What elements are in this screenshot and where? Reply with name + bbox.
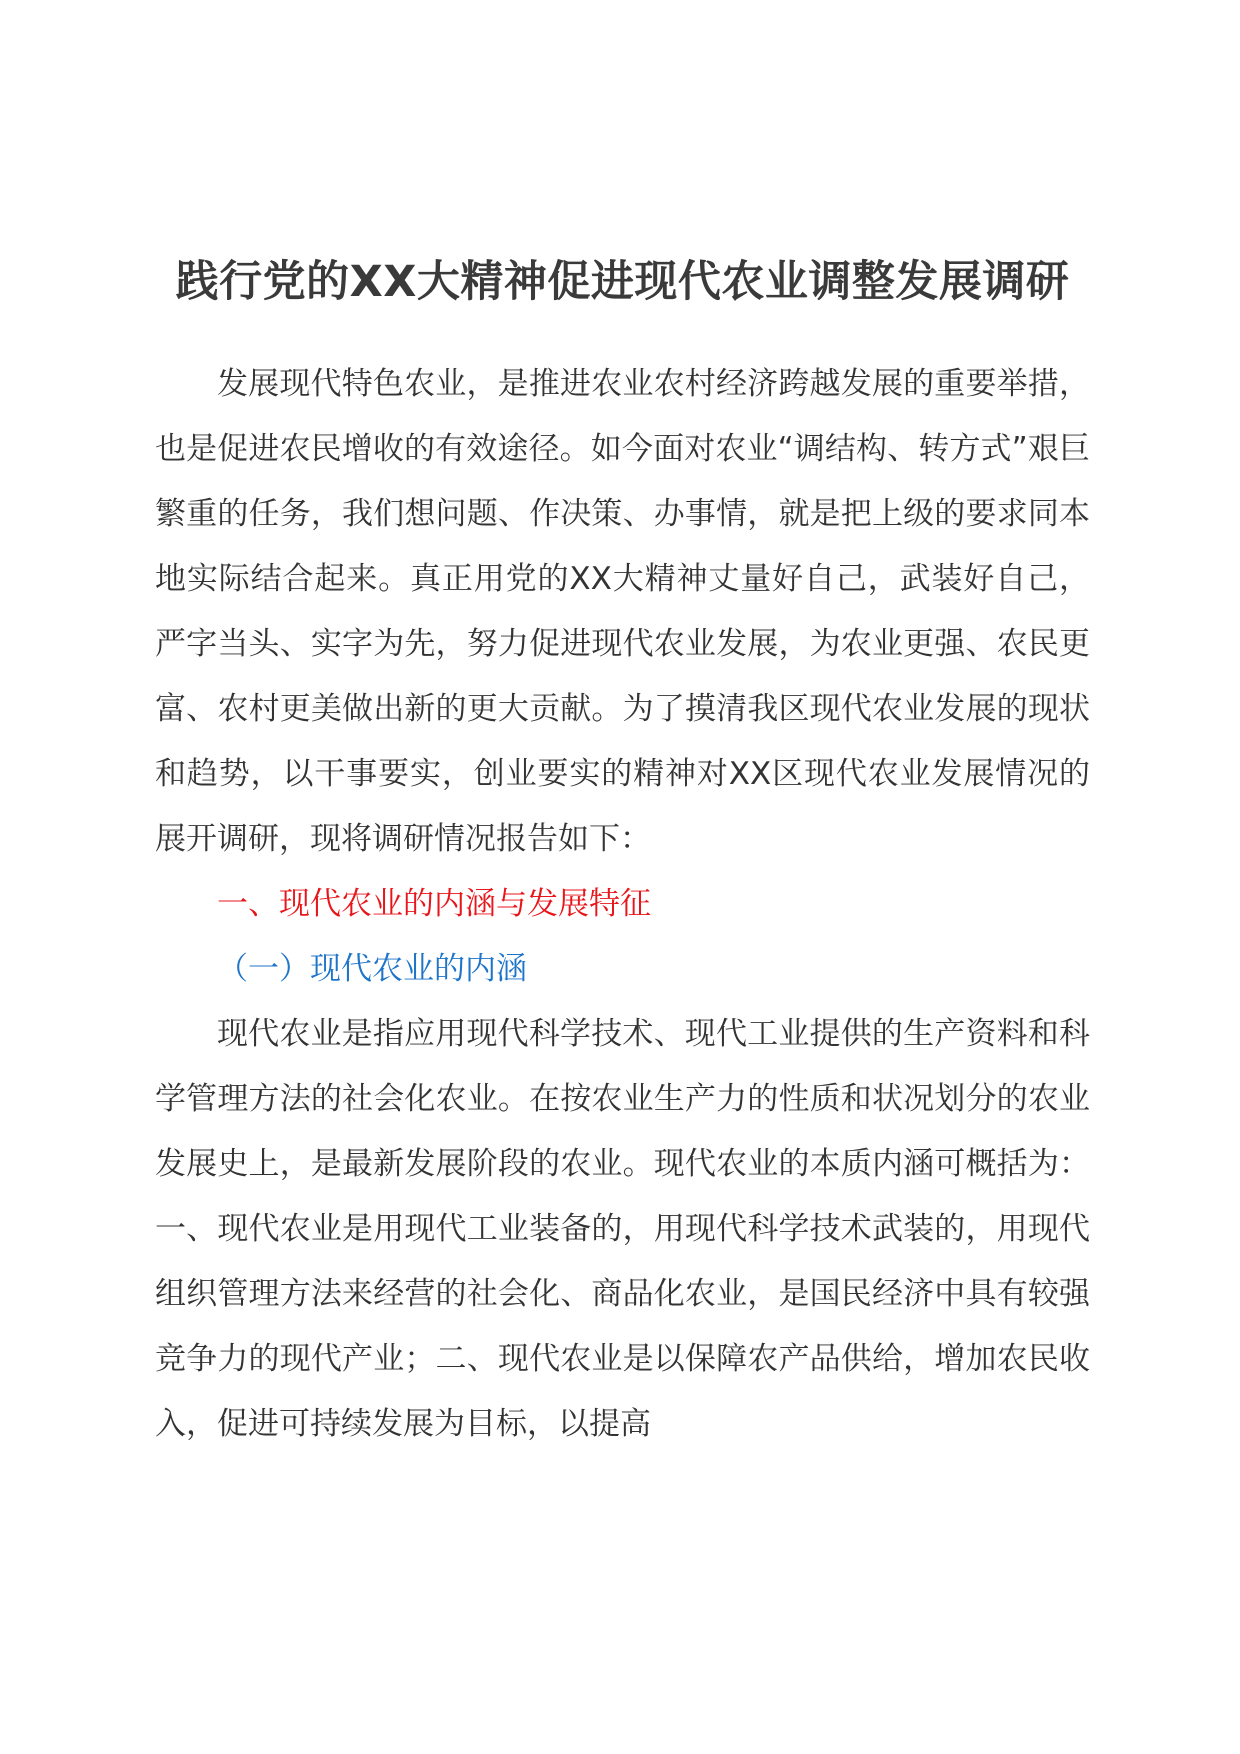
document-page: [155, 250, 1090, 1457]
document-title: 践行党的XX大精神促进现代农业调整发展调研: [175, 257, 1070, 307]
intro-paragraph: 发展现代特色农业，是推进农业农村经济跨越发展的重要举措，也是促进农民增收的有效途径。如今面对农业“调结构、转方式”艰巨繁重的任务，我们想问题、作决策、办事情，就是把上级的要求同本地实际结合起来。真正用党的XX大精神丈量好自己，武装好自己，严字当头、实字为先，努力促进现代农业发展，为农业更强、农民更富、农村更美做出新的更大贡献。为了摸清我区现代农业发展的现状和趋势，以干事要实，创业要实的精神对XX区现代农业发展情况的展开调研，现将调研情况报告如下：: [155, 366, 1090, 857]
subsection-heading: （一）现代农业的内涵: [217, 951, 527, 987]
subsection-paragraph: 现代农业是指应用现代科学技术、现代工业提供的生产资料和科学管理方法的社会化农业。在按农业生产力的性质和状况划分的农业发展史上，是最新发展阶段的农业。现代农业的本质内涵可概括为：一、现代农业是用现代工业装备的，用现代科学技术武装的，用现代组织管理方法来经营的社会化、商品化农业，是国民经济中具有较强竞争力的现代产业；二、现代农业是以保障农产品供给，增加农民收入，促进可持续发展为目标，以提高: [155, 1016, 1090, 1442]
section-heading: 一、现代农业的内涵与发展特征: [217, 886, 651, 922]
